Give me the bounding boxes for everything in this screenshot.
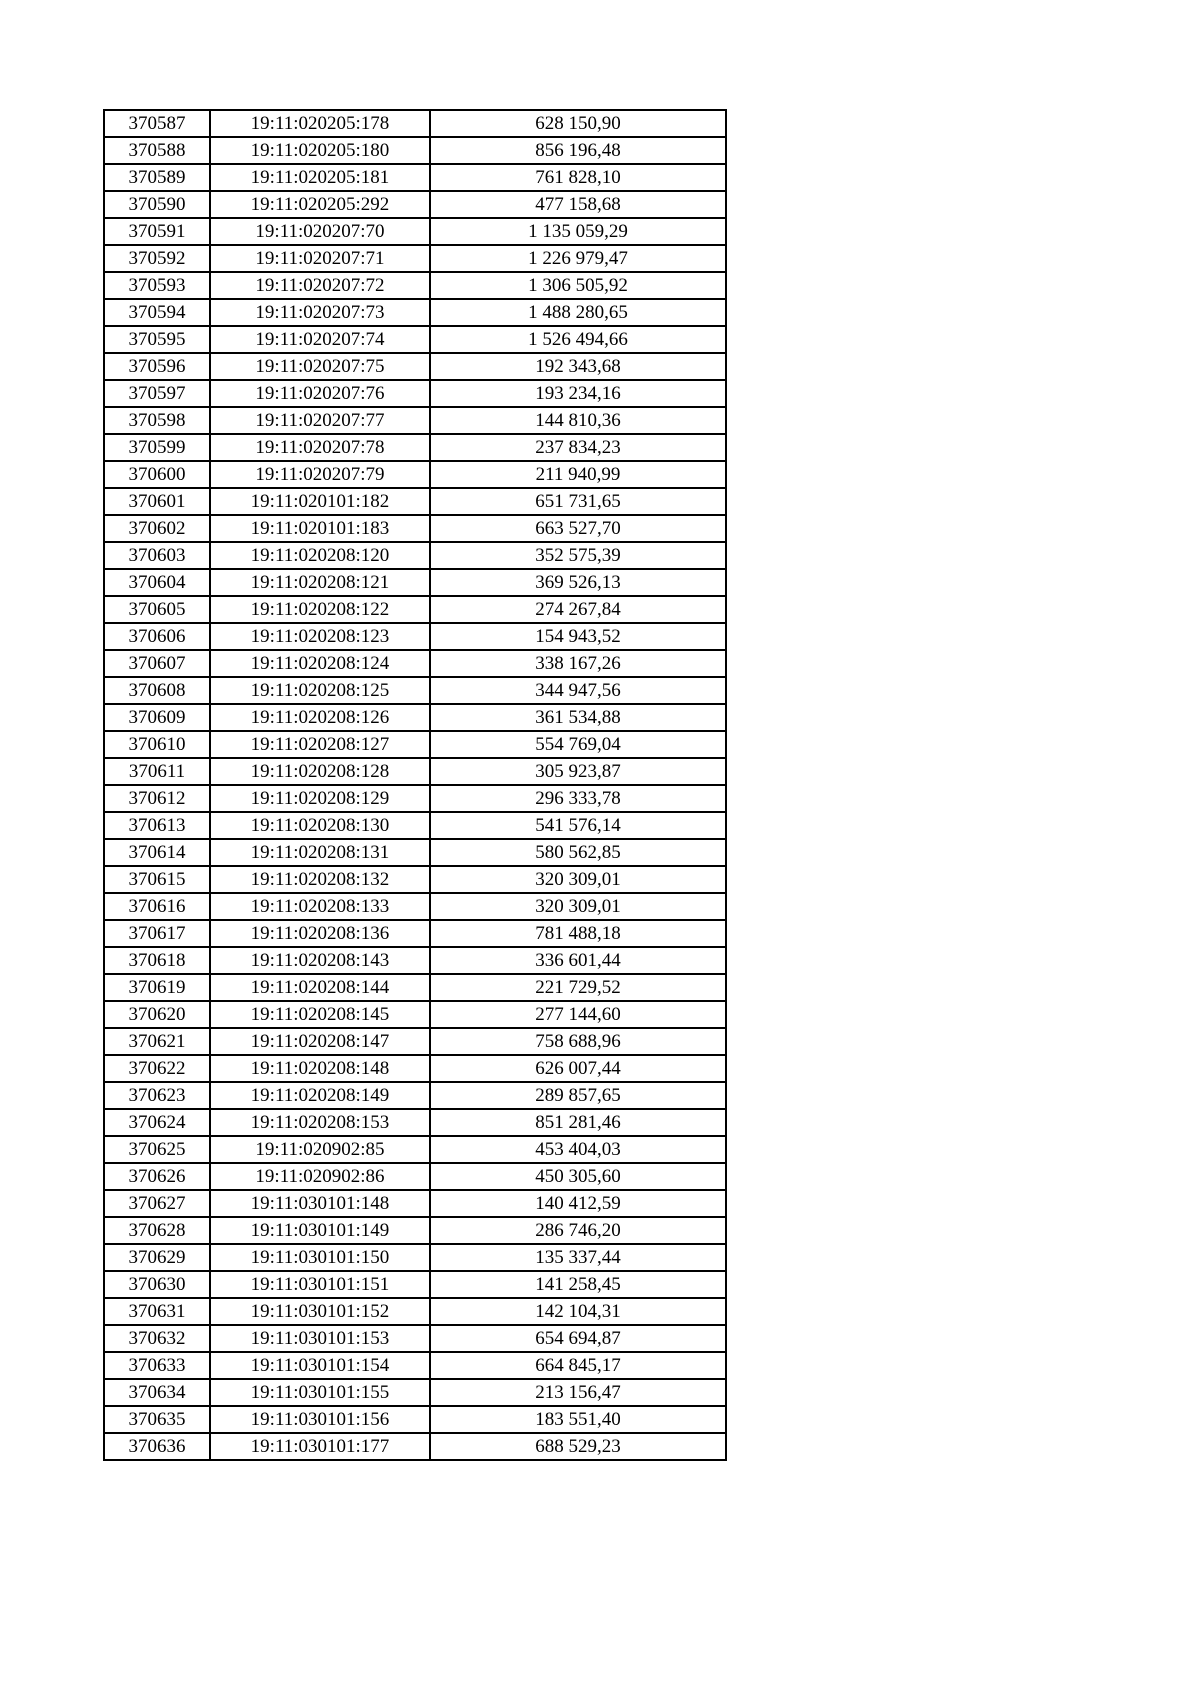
row-number-cell: 370601 [104,488,210,515]
row-number-cell: 370605 [104,596,210,623]
cadastral-number-cell: 19:11:030101:149 [210,1217,430,1244]
cadastral-value-cell: 213 156,47 [430,1379,726,1406]
table-row [104,866,726,893]
table-row [104,1244,726,1271]
row-number-cell: 370608 [104,677,210,704]
table-row [104,461,726,488]
row-number-cell: 370596 [104,353,210,380]
cadastral-value-cell: 140 412,59 [430,1190,726,1217]
table-row [104,704,726,731]
table-row [104,110,726,137]
cadastral-value-cell: 144 810,36 [430,407,726,434]
cadastral-number-cell: 19:11:020208:124 [210,650,430,677]
cadastral-value-cell: 856 196,48 [430,137,726,164]
cadastral-number-cell: 19:11:020207:78 [210,434,430,461]
table-row [104,515,726,542]
table-row [104,893,726,920]
cadastral-number-cell: 19:11:020208:136 [210,920,430,947]
cadastral-value-cell: 154 943,52 [430,623,726,650]
table-row [104,218,726,245]
row-number-cell: 370588 [104,137,210,164]
table-body [104,110,726,1460]
cadastral-value-cell: 761 828,10 [430,164,726,191]
cadastral-number-cell: 19:11:030101:177 [210,1433,430,1460]
cadastral-number-cell: 19:11:020208:132 [210,866,430,893]
cadastral-number-cell: 19:11:030101:148 [210,1190,430,1217]
table-row [104,191,726,218]
cadastral-number-cell: 19:11:020207:79 [210,461,430,488]
row-number-cell: 370615 [104,866,210,893]
row-number-cell: 370629 [104,1244,210,1271]
cadastral-number-cell: 19:11:020208:133 [210,893,430,920]
cadastral-value-cell: 211 940,99 [430,461,726,488]
cadastral-value-cell: 450 305,60 [430,1163,726,1190]
table-row [104,1055,726,1082]
row-number-cell: 370591 [104,218,210,245]
cadastral-number-cell: 19:11:020902:86 [210,1163,430,1190]
table-row [104,839,726,866]
table-row [104,1082,726,1109]
cadastral-number-cell: 19:11:020207:73 [210,299,430,326]
cadastral-number-cell: 19:11:020205:180 [210,137,430,164]
cadastral-value-cell: 626 007,44 [430,1055,726,1082]
cadastral-value-cell: 663 527,70 [430,515,726,542]
row-number-cell: 370598 [104,407,210,434]
table-row [104,434,726,461]
cadastral-value-cell: 352 575,39 [430,542,726,569]
table-row [104,407,726,434]
table-row [104,353,726,380]
row-number-cell: 370620 [104,1001,210,1028]
cadastral-number-cell: 19:11:020208:125 [210,677,430,704]
row-number-cell: 370635 [104,1406,210,1433]
cadastral-number-cell: 19:11:020208:129 [210,785,430,812]
cadastral-value-cell: 221 729,52 [430,974,726,1001]
row-number-cell: 370600 [104,461,210,488]
cadastral-number-cell: 19:11:020207:70 [210,218,430,245]
cadastral-value-cell: 237 834,23 [430,434,726,461]
cadastral-number-cell: 19:11:020205:178 [210,110,430,137]
cadastral-number-cell: 19:11:020205:181 [210,164,430,191]
cadastral-number-cell: 19:11:020208:123 [210,623,430,650]
cadastral-value-table [103,109,727,1461]
cadastral-value-cell: 453 404,03 [430,1136,726,1163]
cadastral-value-cell: 142 104,31 [430,1298,726,1325]
row-number-cell: 370613 [104,812,210,839]
cadastral-number-cell: 19:11:020208:153 [210,1109,430,1136]
cadastral-value-cell: 541 576,14 [430,812,726,839]
table-row [104,1190,726,1217]
cadastral-number-cell: 19:11:020208:148 [210,1055,430,1082]
row-number-cell: 370593 [104,272,210,299]
cadastral-number-cell: 19:11:030101:151 [210,1271,430,1298]
row-number-cell: 370621 [104,1028,210,1055]
table-row [104,272,726,299]
row-number-cell: 370604 [104,569,210,596]
table-row [104,1433,726,1460]
cadastral-number-cell: 19:11:020208:147 [210,1028,430,1055]
table-row [104,245,726,272]
table-row [104,1352,726,1379]
cadastral-value-cell: 781 488,18 [430,920,726,947]
row-number-cell: 370610 [104,731,210,758]
row-number-cell: 370616 [104,893,210,920]
table-row [104,1109,726,1136]
cadastral-number-cell: 19:11:020207:75 [210,353,430,380]
row-number-cell: 370623 [104,1082,210,1109]
cadastral-number-cell: 19:11:030101:154 [210,1352,430,1379]
cadastral-number-cell: 19:11:020208:131 [210,839,430,866]
cadastral-number-cell: 19:11:020208:145 [210,1001,430,1028]
cadastral-number-cell: 19:11:030101:150 [210,1244,430,1271]
cadastral-number-cell: 19:11:020902:85 [210,1136,430,1163]
cadastral-value-cell: 477 158,68 [430,191,726,218]
cadastral-number-cell: 19:11:020208:120 [210,542,430,569]
cadastral-number-cell: 19:11:030101:156 [210,1406,430,1433]
row-number-cell: 370602 [104,515,210,542]
table-row [104,974,726,1001]
cadastral-number-cell: 19:11:020205:292 [210,191,430,218]
cadastral-value-cell: 1 526 494,66 [430,326,726,353]
table-row [104,758,726,785]
table-row [104,1136,726,1163]
cadastral-value-cell: 664 845,17 [430,1352,726,1379]
cadastral-number-cell: 19:11:020208:149 [210,1082,430,1109]
row-number-cell: 370634 [104,1379,210,1406]
cadastral-value-cell: 135 337,44 [430,1244,726,1271]
cadastral-number-cell: 19:11:020208:127 [210,731,430,758]
cadastral-value-cell: 851 281,46 [430,1109,726,1136]
row-number-cell: 370636 [104,1433,210,1460]
table-row [104,1325,726,1352]
cadastral-value-cell: 654 694,87 [430,1325,726,1352]
row-number-cell: 370609 [104,704,210,731]
row-number-cell: 370624 [104,1109,210,1136]
cadastral-number-cell: 19:11:020101:182 [210,488,430,515]
cadastral-value-cell: 1 306 505,92 [430,272,726,299]
table-row [104,1406,726,1433]
cadastral-value-cell: 286 746,20 [430,1217,726,1244]
table-row [104,677,726,704]
cadastral-value-cell: 554 769,04 [430,731,726,758]
table-row [104,164,726,191]
row-number-cell: 370632 [104,1325,210,1352]
row-number-cell: 370595 [104,326,210,353]
table-row [104,947,726,974]
cadastral-number-cell: 19:11:030101:155 [210,1379,430,1406]
cadastral-value-cell: 183 551,40 [430,1406,726,1433]
table-row [104,1028,726,1055]
row-number-cell: 370597 [104,380,210,407]
cadastral-value-cell: 296 333,78 [430,785,726,812]
cadastral-value-cell: 344 947,56 [430,677,726,704]
row-number-cell: 370628 [104,1217,210,1244]
row-number-cell: 370607 [104,650,210,677]
table-row [104,488,726,515]
cadastral-value-cell: 305 923,87 [430,758,726,785]
cadastral-number-cell: 19:11:020208:122 [210,596,430,623]
table-row [104,326,726,353]
cadastral-number-cell: 19:11:020207:71 [210,245,430,272]
row-number-cell: 370622 [104,1055,210,1082]
row-number-cell: 370587 [104,110,210,137]
table-row [104,137,726,164]
table-row [104,731,726,758]
row-number-cell: 370592 [104,245,210,272]
table-row [104,542,726,569]
cadastral-number-cell: 19:11:020208:143 [210,947,430,974]
row-number-cell: 370612 [104,785,210,812]
row-number-cell: 370633 [104,1352,210,1379]
cadastral-number-cell: 19:11:020101:183 [210,515,430,542]
cadastral-number-cell: 19:11:020207:76 [210,380,430,407]
row-number-cell: 370619 [104,974,210,1001]
row-number-cell: 370611 [104,758,210,785]
cadastral-number-cell: 19:11:020208:121 [210,569,430,596]
row-number-cell: 370599 [104,434,210,461]
row-number-cell: 370603 [104,542,210,569]
cadastral-number-cell: 19:11:030101:153 [210,1325,430,1352]
cadastral-value-cell: 141 258,45 [430,1271,726,1298]
table-row [104,1271,726,1298]
cadastral-value-cell: 274 267,84 [430,596,726,623]
cadastral-value-cell: 369 526,13 [430,569,726,596]
cadastral-number-cell: 19:11:020208:126 [210,704,430,731]
cadastral-value-cell: 289 857,65 [430,1082,726,1109]
row-number-cell: 370631 [104,1298,210,1325]
cadastral-number-cell: 19:11:020207:74 [210,326,430,353]
cadastral-value-cell: 580 562,85 [430,839,726,866]
table-row [104,920,726,947]
cadastral-value-cell: 320 309,01 [430,893,726,920]
cadastral-value-cell: 338 167,26 [430,650,726,677]
cadastral-value-cell: 320 309,01 [430,866,726,893]
row-number-cell: 370617 [104,920,210,947]
table-row [104,380,726,407]
cadastral-number-cell: 19:11:020208:144 [210,974,430,1001]
row-number-cell: 370627 [104,1190,210,1217]
table-row [104,596,726,623]
table-row [104,1379,726,1406]
row-number-cell: 370618 [104,947,210,974]
row-number-cell: 370606 [104,623,210,650]
row-number-cell: 370614 [104,839,210,866]
cadastral-value-cell: 1 135 059,29 [430,218,726,245]
row-number-cell: 370626 [104,1163,210,1190]
table-row [104,1298,726,1325]
cadastral-value-cell: 1 226 979,47 [430,245,726,272]
table-row [104,299,726,326]
table-row [104,1001,726,1028]
table-row [104,1217,726,1244]
row-number-cell: 370590 [104,191,210,218]
row-number-cell: 370594 [104,299,210,326]
cadastral-value-cell: 651 731,65 [430,488,726,515]
cadastral-value-cell: 628 150,90 [430,110,726,137]
cadastral-value-cell: 192 343,68 [430,353,726,380]
cadastral-number-cell: 19:11:030101:152 [210,1298,430,1325]
cadastral-value-cell: 1 488 280,65 [430,299,726,326]
cadastral-number-cell: 19:11:020208:128 [210,758,430,785]
table-row [104,623,726,650]
cadastral-value-cell: 277 144,60 [430,1001,726,1028]
table-row [104,1163,726,1190]
cadastral-number-cell: 19:11:020208:130 [210,812,430,839]
cadastral-number-cell: 19:11:020207:77 [210,407,430,434]
row-number-cell: 370630 [104,1271,210,1298]
table-row [104,785,726,812]
table-row [104,650,726,677]
cadastral-value-cell: 758 688,96 [430,1028,726,1055]
cadastral-value-cell: 688 529,23 [430,1433,726,1460]
row-number-cell: 370625 [104,1136,210,1163]
cadastral-number-cell: 19:11:020207:72 [210,272,430,299]
row-number-cell: 370589 [104,164,210,191]
table-row [104,569,726,596]
cadastral-value-cell: 361 534,88 [430,704,726,731]
cadastral-value-cell: 193 234,16 [430,380,726,407]
table-row [104,812,726,839]
cadastral-value-cell: 336 601,44 [430,947,726,974]
